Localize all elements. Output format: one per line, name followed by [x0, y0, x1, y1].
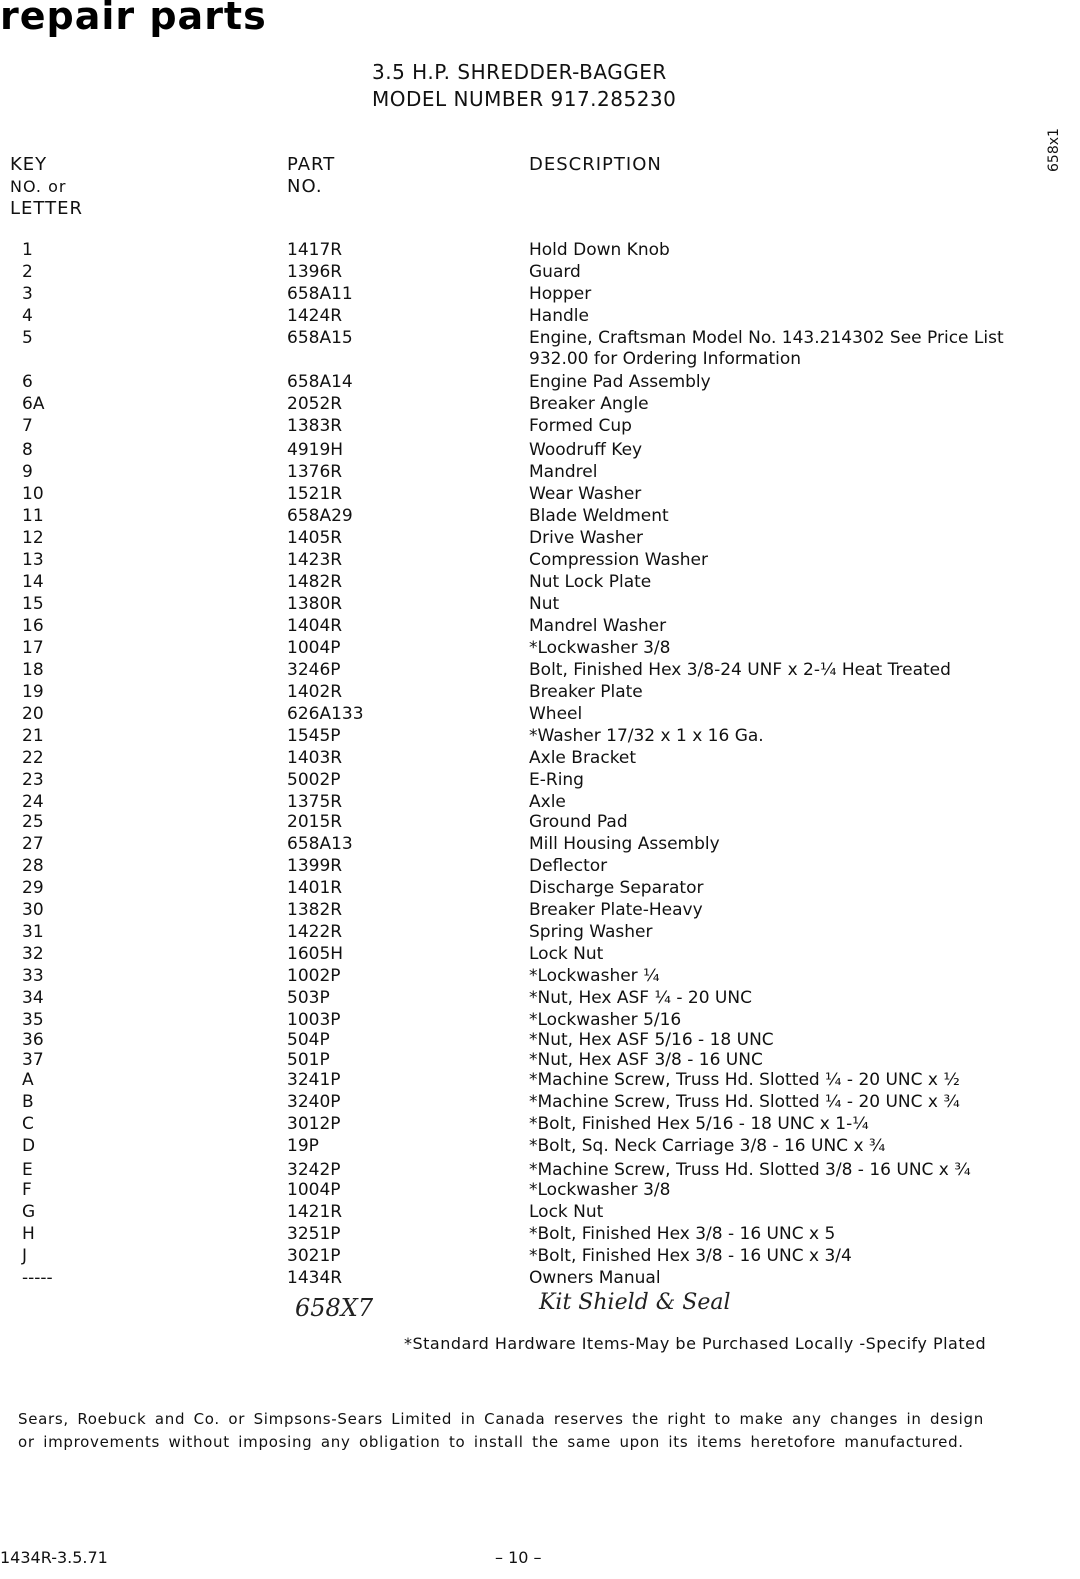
part-number: 1380R	[287, 594, 343, 614]
part-number: 3240P	[287, 1092, 341, 1112]
part-description: *Bolt, Finished Hex 3/8 - 16 UNC x 3/4	[529, 1246, 852, 1266]
part-number: 1417R	[287, 240, 343, 260]
part-key: 18	[22, 660, 44, 680]
part-description: Compression Washer	[529, 550, 708, 570]
part-number: 658A15	[287, 328, 353, 348]
table-row	[0, 726, 1080, 748]
part-number: 1405R	[287, 528, 343, 548]
part-number: 1399R	[287, 856, 343, 876]
part-description: Engine, Craftsman Model No. 143.214302 See Price List	[529, 328, 1004, 348]
table-row	[0, 682, 1080, 704]
part-key: -----	[22, 1268, 53, 1288]
part-description: E-Ring	[529, 770, 584, 790]
table-row	[0, 1010, 1080, 1032]
table-row	[0, 1114, 1080, 1136]
part-number: 3242P	[287, 1160, 341, 1180]
part-number: 1376R	[287, 462, 343, 482]
part-key: 6	[22, 372, 33, 392]
part-description: Blade Weldment	[529, 506, 669, 526]
table-row	[0, 770, 1080, 792]
part-number: 658A29	[287, 506, 353, 526]
part-key: 36	[22, 1030, 44, 1050]
part-description: Bolt, Finished Hex 3/8-24 UNF x 2-¼ Heat Treated	[529, 660, 951, 680]
part-number: 1482R	[287, 572, 343, 592]
part-key: B	[22, 1092, 34, 1112]
part-key: 24	[22, 792, 44, 812]
part-number: 1424R	[287, 306, 343, 326]
part-number: 1402R	[287, 682, 343, 702]
part-description: Spring Washer	[529, 922, 653, 942]
table-row	[0, 922, 1080, 944]
table-row	[0, 328, 1080, 350]
part-key: 12	[22, 528, 44, 548]
table-row	[0, 284, 1080, 306]
table-row	[0, 1030, 1080, 1052]
part-number: 1375R	[287, 792, 343, 812]
part-key: 35	[22, 1010, 44, 1030]
part-number: 5002P	[287, 770, 341, 790]
model-number: MODEL NUMBER 917.285230	[372, 87, 677, 111]
part-key: 5	[22, 328, 33, 348]
disclaimer-line-1: Sears, Roebuck and Co. or Simpsons-Sears Limited in Canada reserves the right to make any changes in design	[18, 1410, 984, 1428]
table-row	[0, 1268, 1080, 1290]
part-key: 28	[22, 856, 44, 876]
part-key: 10	[22, 484, 44, 504]
table-row	[0, 834, 1080, 856]
part-number: 2052R	[287, 394, 343, 414]
table-row	[0, 440, 1080, 462]
part-key: 6A	[22, 394, 45, 414]
table-row	[0, 856, 1080, 878]
table-row	[0, 988, 1080, 1010]
table-row	[0, 638, 1080, 660]
part-key: 7	[22, 416, 33, 436]
part-key: A	[22, 1070, 34, 1090]
model-title: 3.5 H.P. SHREDDER-BAGGER	[372, 60, 667, 84]
part-key: 16	[22, 616, 44, 636]
part-description: *Nut, Hex ASF ¼ - 20 UNC	[529, 988, 752, 1008]
side-code: 658x1	[1046, 128, 1062, 172]
part-number: 1383R	[287, 416, 343, 436]
table-row	[0, 484, 1080, 506]
key-header-letter: LETTER	[10, 198, 83, 219]
part-key: 4	[22, 306, 33, 326]
table-row	[0, 528, 1080, 550]
part-key: 19	[22, 682, 44, 702]
part-number: 1003P	[287, 1010, 341, 1030]
part-description: Woodruff Key	[529, 440, 643, 460]
part-number: 1605H	[287, 944, 344, 964]
table-row	[0, 792, 1080, 814]
page-number: – 10 –	[495, 1548, 542, 1567]
part-key: 31	[22, 922, 44, 942]
part-description: *Washer 17/32 x 1 x 16 Ga.	[529, 726, 764, 746]
part-key: E	[22, 1160, 33, 1180]
table-row	[0, 616, 1080, 638]
table-row	[0, 1136, 1080, 1158]
part-description: Mandrel Washer	[529, 616, 667, 636]
part-key: 27	[22, 834, 44, 854]
table-row	[0, 506, 1080, 528]
standard-hardware-note: *Standard Hardware Items-May be Purchased Locally -Specify Plated	[404, 1334, 987, 1353]
part-description: Breaker Plate-Heavy	[529, 900, 703, 920]
part-number: 658A11	[287, 284, 353, 304]
part-description: *Machine Screw, Truss Hd. Slotted 3/8 - 16 UNC x ¾	[529, 1160, 971, 1180]
key-header: KEY	[10, 154, 48, 175]
part-description: Wear Washer	[529, 484, 642, 504]
table-row	[0, 1160, 1080, 1182]
part-header: PART	[287, 154, 336, 175]
part-key: 14	[22, 572, 44, 592]
part-description: *Lockwasher 3/8	[529, 1180, 671, 1200]
part-description: Axle	[529, 792, 566, 812]
table-row	[0, 572, 1080, 594]
part-description: *Lockwasher 5/16	[529, 1010, 682, 1030]
part-description: Lock Nut	[529, 944, 604, 964]
page-heading: repair parts	[0, 0, 267, 38]
part-key: 20	[22, 704, 44, 724]
part-key: 2	[22, 262, 33, 282]
table-row	[0, 748, 1080, 770]
part-key: 3	[22, 284, 33, 304]
table-row	[0, 550, 1080, 572]
part-number: 1002P	[287, 966, 341, 986]
table-row	[0, 262, 1080, 284]
engine-continuation: 932.00 for Ordering Information	[529, 349, 802, 369]
part-number: 4919H	[287, 440, 344, 460]
table-row	[0, 944, 1080, 966]
part-key: 33	[22, 966, 44, 986]
table-row	[0, 1180, 1080, 1202]
part-description: *Bolt, Sq. Neck Carriage 3/8 - 16 UNC x ¾	[529, 1136, 886, 1156]
part-number: 501P	[287, 1050, 330, 1070]
part-description: Formed Cup	[529, 416, 632, 436]
part-number: 503P	[287, 988, 330, 1008]
part-number: 3241P	[287, 1070, 341, 1090]
part-number: 3021P	[287, 1246, 341, 1266]
part-key: 30	[22, 900, 44, 920]
part-key: 8	[22, 440, 33, 460]
table-row	[0, 660, 1080, 682]
part-key: 21	[22, 726, 44, 746]
part-key: 32	[22, 944, 44, 964]
table-row	[0, 394, 1080, 416]
part-description: Mill Housing Assembly	[529, 834, 720, 854]
table-row	[0, 594, 1080, 616]
part-key: 1	[22, 240, 33, 260]
handwritten-desc: Kit Shield & Seal	[539, 1290, 731, 1315]
table-row	[0, 1246, 1080, 1268]
part-number: 1434R	[287, 1268, 343, 1288]
part-description: Hold Down Knob	[529, 240, 670, 260]
part-number: 1403R	[287, 748, 343, 768]
part-number: 1004P	[287, 1180, 341, 1200]
part-key: 15	[22, 594, 44, 614]
part-description: *Machine Screw, Truss Hd. Slotted ¼ - 20 UNC x ½	[529, 1070, 960, 1090]
part-number: 1421R	[287, 1202, 343, 1222]
part-description: Axle Bracket	[529, 748, 637, 768]
part-description: Ground Pad	[529, 812, 628, 832]
part-description: Hopper	[529, 284, 592, 304]
part-key: 17	[22, 638, 44, 658]
part-description: Handle	[529, 306, 589, 326]
part-description: Breaker Plate	[529, 682, 643, 702]
description-header: DESCRIPTION	[529, 154, 662, 175]
key-header-sub: NO. or	[10, 177, 67, 196]
part-number: 19P	[287, 1136, 319, 1156]
part-number: 1545P	[287, 726, 341, 746]
part-number: 1422R	[287, 922, 343, 942]
part-key: D	[22, 1136, 36, 1156]
part-description: Drive Washer	[529, 528, 643, 548]
part-description: Engine Pad Assembly	[529, 372, 711, 392]
table-row	[0, 372, 1080, 394]
footer-code: 1434R-3.5.71	[0, 1548, 108, 1567]
part-key: 9	[22, 462, 33, 482]
part-key: J	[22, 1246, 28, 1266]
part-description: *Nut, Hex ASF 5/16 - 18 UNC	[529, 1030, 774, 1050]
part-key: 23	[22, 770, 44, 790]
part-description: Breaker Angle	[529, 394, 649, 414]
table-row	[0, 900, 1080, 922]
part-key: 13	[22, 550, 44, 570]
table-row	[0, 306, 1080, 328]
part-number: 1423R	[287, 550, 343, 570]
part-key: 34	[22, 988, 44, 1008]
part-key: C	[22, 1114, 34, 1134]
handwritten-part: 658X7	[295, 1294, 374, 1322]
part-key: H	[22, 1224, 35, 1244]
part-description: Discharge Separator	[529, 878, 704, 898]
part-number: 626A133	[287, 704, 364, 724]
part-description: *Machine Screw, Truss Hd. Slotted ¼ - 20 UNC x ¾	[529, 1092, 960, 1112]
table-row	[0, 812, 1080, 834]
table-row	[0, 1202, 1080, 1224]
part-key: 25	[22, 812, 44, 832]
table-row	[0, 462, 1080, 484]
part-key: 22	[22, 748, 44, 768]
part-number: 2015R	[287, 812, 343, 832]
part-number: 1404R	[287, 616, 343, 636]
part-number: 658A13	[287, 834, 353, 854]
part-number: 1004P	[287, 638, 341, 658]
part-number: 3246P	[287, 660, 341, 680]
table-row	[0, 1224, 1080, 1246]
part-number: 1382R	[287, 900, 343, 920]
part-key: G	[22, 1202, 36, 1222]
table-row	[0, 966, 1080, 988]
part-number: 1401R	[287, 878, 343, 898]
part-description: Lock Nut	[529, 1202, 604, 1222]
part-number: 3251P	[287, 1224, 341, 1244]
part-description: *Lockwasher 3/8	[529, 638, 671, 658]
part-description: *Nut, Hex ASF 3/8 - 16 UNC	[529, 1050, 763, 1070]
part-description: Guard	[529, 262, 581, 282]
part-description: *Lockwasher ¼	[529, 966, 660, 986]
part-number: 658A14	[287, 372, 353, 392]
table-row	[0, 1092, 1080, 1114]
part-description: Deflector	[529, 856, 608, 876]
part-description: *Bolt, Finished Hex 3/8 - 16 UNC x 5	[529, 1224, 836, 1244]
part-number: 1396R	[287, 262, 343, 282]
part-description: Nut Lock Plate	[529, 572, 652, 592]
part-number: 504P	[287, 1030, 330, 1050]
table-row	[0, 416, 1080, 438]
table-row	[0, 240, 1080, 262]
part-key: F	[22, 1180, 32, 1200]
part-description: Nut	[529, 594, 560, 614]
table-row	[0, 704, 1080, 726]
part-description: *Bolt, Finished Hex 5/16 - 18 UNC x 1-¼	[529, 1114, 869, 1134]
part-header-no: NO.	[287, 176, 323, 197]
part-description: Wheel	[529, 704, 583, 724]
part-description: Owners Manual	[529, 1268, 661, 1288]
disclaimer-line-2: or improvements without imposing any obligation to install the same upon its items heretofore manufactured.	[18, 1433, 964, 1451]
part-key: 29	[22, 878, 44, 898]
table-row	[0, 1050, 1080, 1072]
part-description: Mandrel	[529, 462, 598, 482]
part-number: 1521R	[287, 484, 343, 504]
part-key: 11	[22, 506, 44, 526]
table-row	[0, 878, 1080, 900]
part-key: 37	[22, 1050, 44, 1070]
part-number: 3012P	[287, 1114, 341, 1134]
table-row	[0, 1070, 1080, 1092]
